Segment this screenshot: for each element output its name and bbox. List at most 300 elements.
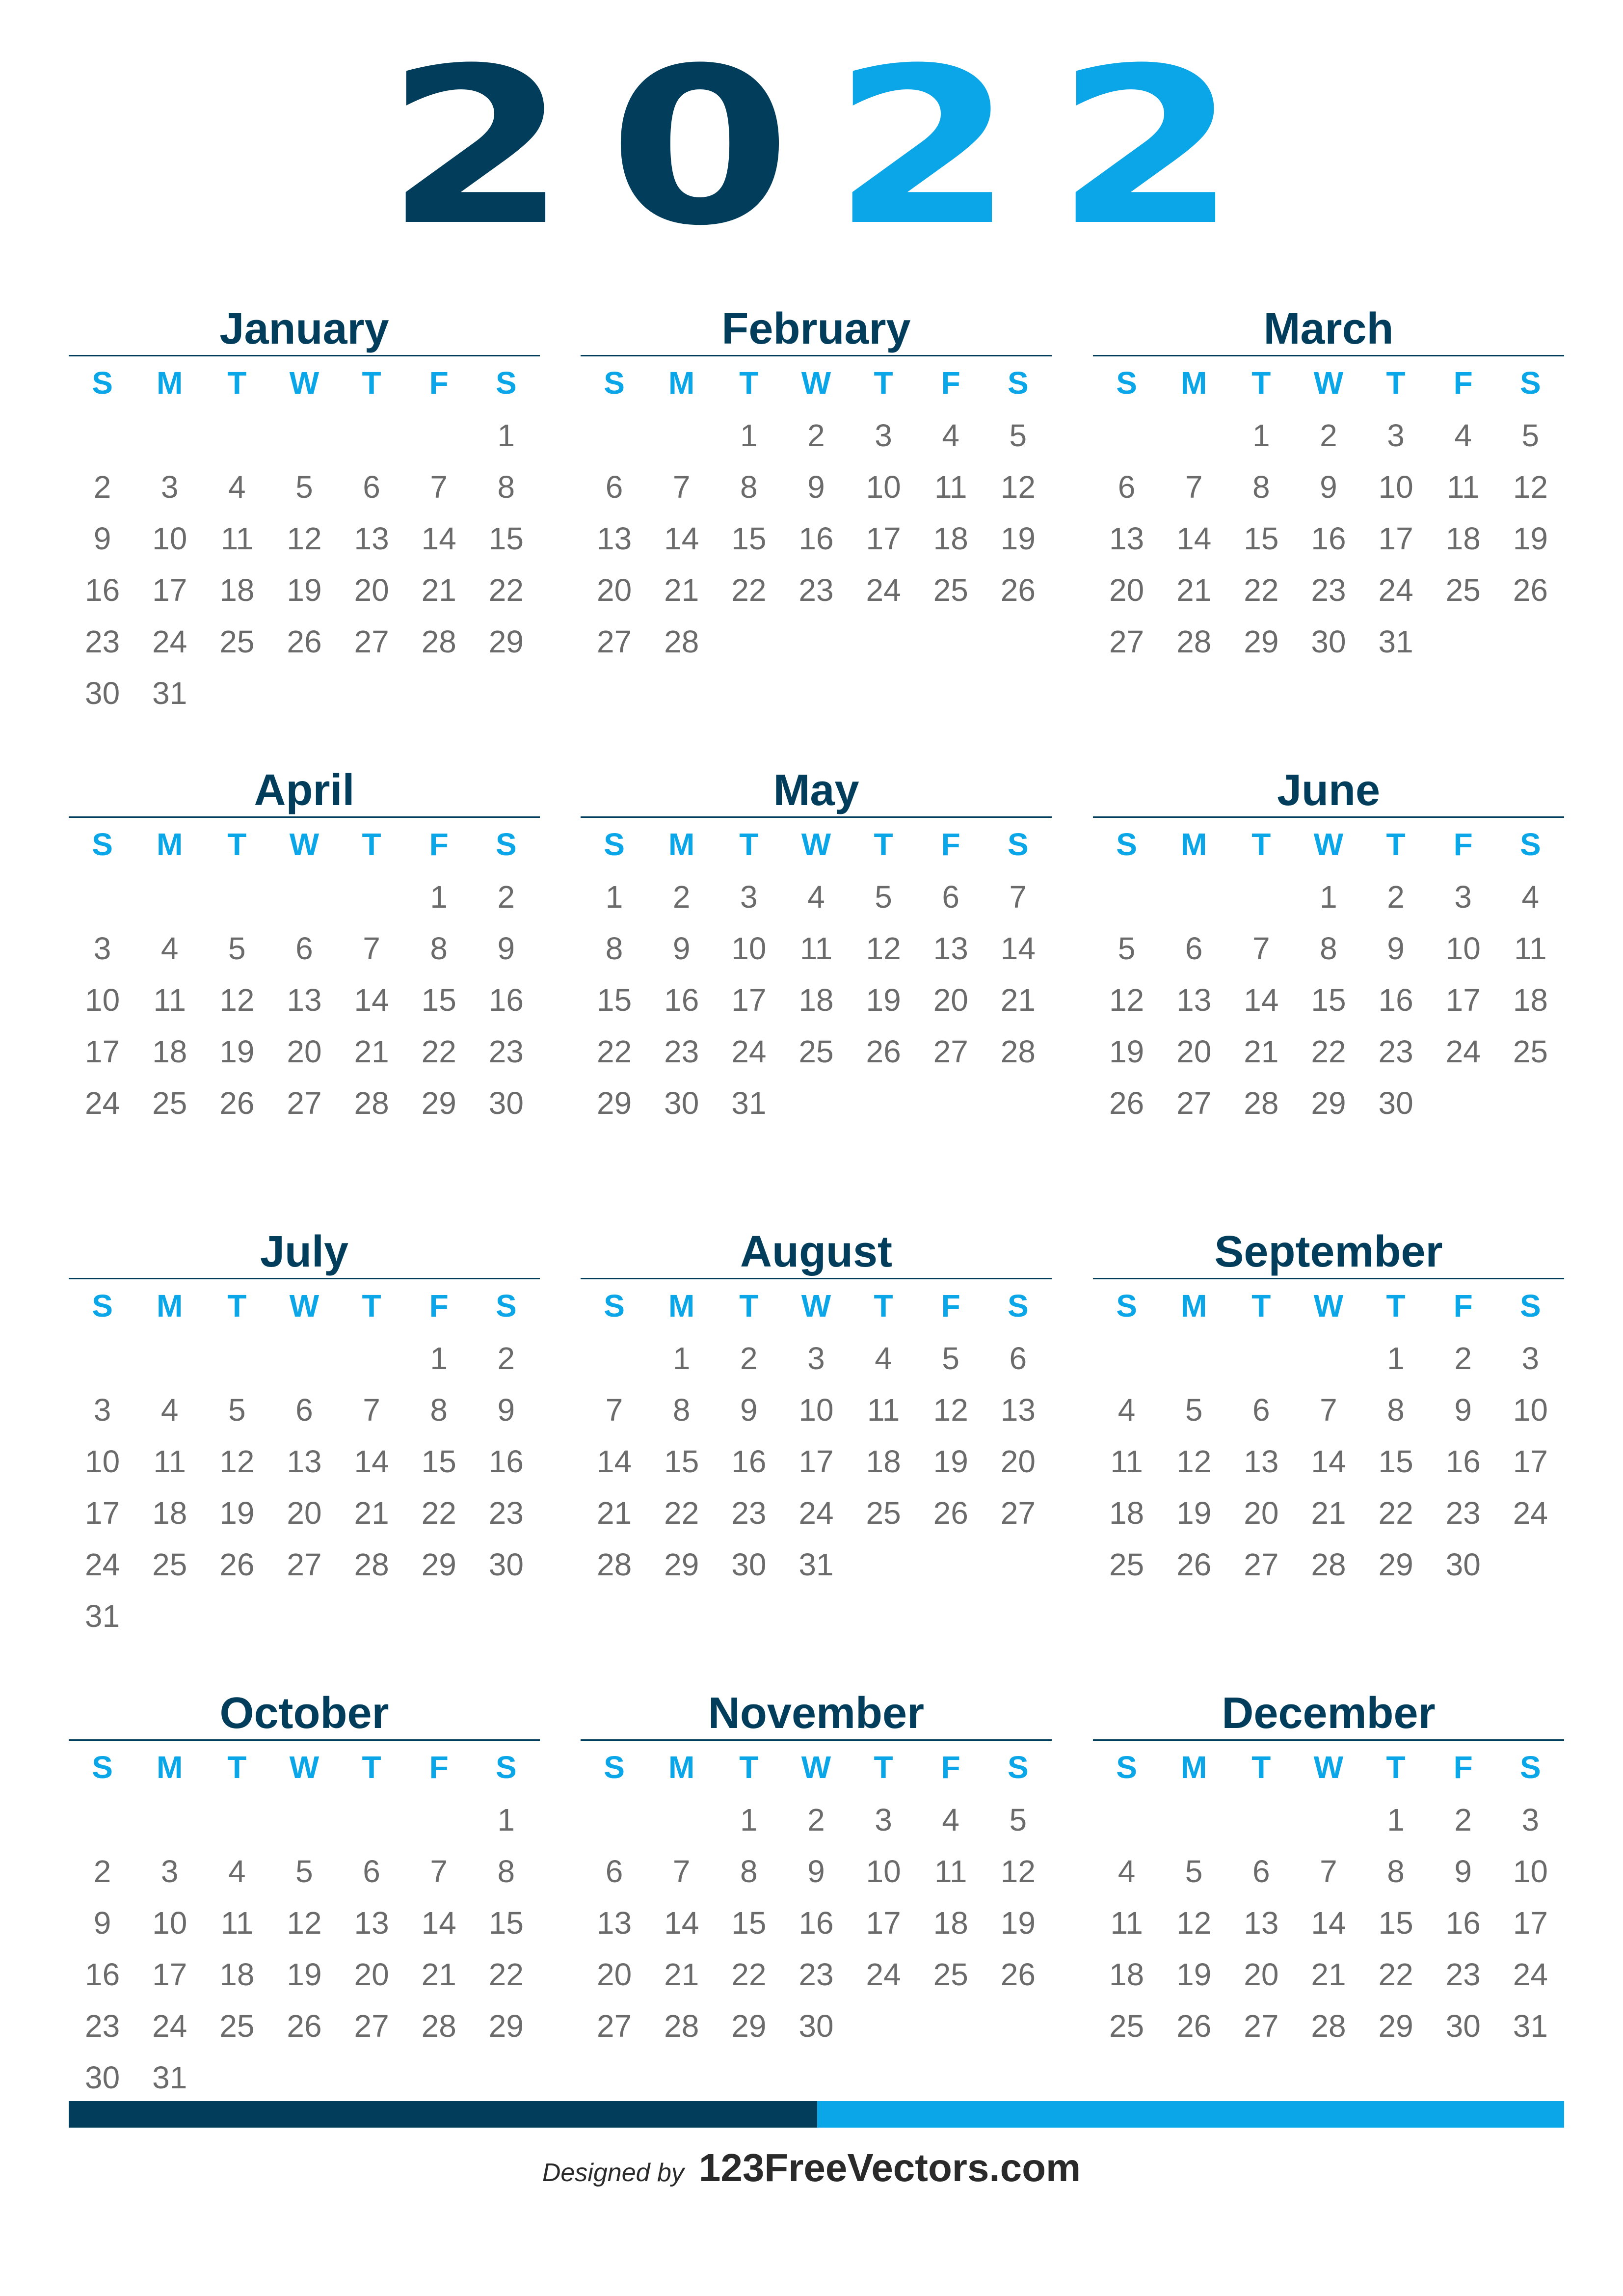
day-cell: 9 (1454, 1392, 1472, 1428)
weekday-header (69, 1281, 540, 1330)
day-cell: 12 (287, 1905, 322, 1941)
day-cell: 14 (1311, 1905, 1346, 1941)
day-cell (1093, 1333, 1160, 1384)
weekday-label: F (429, 365, 449, 401)
weekday-label: T (1386, 1288, 1406, 1324)
day-cell: 28 (421, 624, 456, 659)
day-cell: 19 (1000, 1905, 1036, 1941)
day-cell: 21 (664, 572, 699, 608)
weekday-header (1093, 1743, 1564, 1792)
week-row (581, 2000, 1052, 2052)
week-row (1093, 1897, 1564, 1949)
day-cell (203, 410, 270, 461)
day-cell (581, 410, 648, 461)
month-divider (581, 816, 1052, 818)
day-cell (984, 2000, 1052, 2052)
weekday-label: T (1251, 827, 1271, 862)
day-cell: 27 (596, 2008, 632, 2044)
day-cell: 4 (1117, 1854, 1136, 1889)
day-cell: 3 (160, 469, 179, 505)
day-cell: 29 (1378, 1547, 1413, 1582)
week-row (1093, 1949, 1564, 2000)
day-cell: 18 (152, 1034, 187, 1069)
weekday-label: T (739, 1750, 759, 1785)
day-cell: 16 (798, 521, 834, 556)
day-cell: 31 (798, 1547, 834, 1582)
week-row (69, 1487, 540, 1539)
day-cell: 3 (1454, 879, 1472, 915)
weekday-label: S (92, 1288, 113, 1324)
week-row (1093, 1436, 1564, 1487)
day-cell: 22 (1378, 1495, 1413, 1531)
day-cell: 15 (488, 521, 524, 556)
day-cell: 5 (1009, 1802, 1027, 1837)
day-cell: 28 (664, 624, 699, 659)
day-cell: 15 (731, 1905, 767, 1941)
day-cell: 4 (942, 1802, 959, 1837)
day-cell: 1 (605, 879, 623, 915)
day-cell: 30 (1378, 1085, 1413, 1121)
week-row (581, 1846, 1052, 1897)
weekday-label: T (1251, 1288, 1271, 1324)
day-cell (1093, 410, 1160, 461)
day-cell: 11 (867, 1392, 900, 1428)
month-days (1093, 410, 1564, 668)
day-cell: 21 (1176, 572, 1212, 608)
day-cell: 4 (228, 1854, 246, 1889)
month-name: January (219, 304, 389, 353)
month-january (69, 302, 540, 744)
day-cell: 20 (354, 1957, 389, 1992)
day-cell: 23 (84, 624, 120, 659)
day-cell: 14 (1244, 982, 1279, 1018)
day-cell (473, 668, 540, 719)
day-cell: 19 (933, 1444, 968, 1479)
week-row (1093, 1384, 1564, 1436)
month-days (1093, 1794, 1564, 2052)
day-cell: 5 (228, 931, 246, 966)
week-row (69, 1539, 540, 1591)
week-row (69, 2052, 540, 2104)
day-cell: 28 (1176, 624, 1212, 659)
day-cell: 22 (731, 1957, 767, 1992)
day-cell: 7 (672, 1854, 691, 1889)
day-cell (1430, 616, 1497, 668)
day-cell: 6 (363, 469, 380, 505)
day-cell (1160, 410, 1227, 461)
day-cell: 22 (488, 572, 524, 608)
weekday-label: S (1116, 827, 1137, 862)
day-cell: 2 (93, 469, 111, 505)
day-cell: 11 (1110, 1905, 1143, 1941)
week-row (69, 974, 540, 1026)
weekday-label: F (1453, 1288, 1473, 1324)
day-cell: 24 (1378, 572, 1413, 608)
day-cell (270, 871, 338, 923)
weekday-header (581, 1281, 1052, 1330)
day-cell: 21 (354, 1034, 389, 1069)
day-cell: 10 (798, 1392, 834, 1428)
day-cell: 13 (354, 521, 389, 556)
day-cell: 23 (664, 1034, 699, 1069)
day-cell: 14 (664, 521, 699, 556)
day-cell (270, 668, 338, 719)
day-cell (203, 668, 270, 719)
day-cell: 20 (1109, 572, 1144, 608)
day-cell: 4 (942, 418, 959, 453)
day-cell: 1 (1252, 418, 1270, 453)
day-cell: 6 (605, 469, 623, 505)
weekday-label: S (1519, 827, 1541, 862)
day-cell: 20 (354, 572, 389, 608)
day-cell: 29 (731, 2008, 767, 2044)
day-cell: 10 (1445, 931, 1481, 966)
day-cell (581, 1794, 648, 1846)
week-row (581, 513, 1052, 565)
day-cell: 30 (798, 2008, 834, 2044)
day-cell: 12 (866, 931, 901, 966)
week-row (69, 513, 540, 565)
day-cell: 8 (1252, 469, 1270, 505)
month-days (69, 1794, 540, 2104)
day-cell: 20 (933, 982, 968, 1018)
day-cell (984, 616, 1052, 668)
week-row (1093, 565, 1564, 616)
weekday-label: T (227, 1288, 247, 1324)
day-cell: 18 (1109, 1957, 1144, 1992)
week-row (581, 1026, 1052, 1078)
weekday-label: S (1007, 365, 1029, 401)
day-cell: 9 (93, 521, 111, 556)
day-cell: 14 (1176, 521, 1212, 556)
week-row (69, 923, 540, 974)
weekday-header (69, 820, 540, 869)
day-cell: 24 (84, 1547, 120, 1582)
day-cell (648, 410, 715, 461)
day-cell: 18 (1109, 1495, 1144, 1531)
day-cell: 1 (1387, 1341, 1405, 1376)
day-cell: 9 (807, 1854, 825, 1889)
day-cell: 8 (740, 1854, 758, 1889)
weekday-label: S (92, 365, 113, 401)
weekday-label: T (874, 1750, 893, 1785)
week-row (69, 1436, 540, 1487)
day-cell: 7 (1009, 879, 1027, 915)
month-days (69, 410, 540, 719)
day-cell: 24 (1513, 1495, 1548, 1531)
day-cell (270, 1591, 338, 1642)
weekday-label: T (739, 827, 759, 862)
day-cell: 15 (596, 982, 632, 1018)
day-cell: 21 (596, 1495, 632, 1531)
week-row (69, 1591, 540, 1642)
month-divider (581, 355, 1052, 356)
week-row (1093, 923, 1564, 974)
week-row (581, 461, 1052, 513)
week-row (1093, 1333, 1564, 1384)
weekday-label: M (157, 1750, 183, 1785)
day-cell: 20 (1000, 1444, 1036, 1479)
day-cell: 21 (1244, 1034, 1279, 1069)
month-october (69, 1686, 540, 2128)
weekday-header (581, 358, 1052, 407)
week-row (1093, 871, 1564, 923)
weekday-label: W (1313, 827, 1344, 862)
day-cell: 17 (1513, 1444, 1548, 1479)
day-cell: 26 (287, 2008, 322, 2044)
day-cell: 12 (1000, 1854, 1036, 1889)
day-cell: 13 (596, 521, 632, 556)
month-divider (1093, 816, 1564, 818)
day-cell: 2 (1320, 418, 1337, 453)
day-cell: 25 (933, 1957, 968, 1992)
day-cell: 5 (1185, 1854, 1203, 1889)
day-cell: 9 (497, 1392, 515, 1428)
day-cell: 7 (430, 1854, 448, 1889)
weekday-label: S (604, 1750, 625, 1785)
day-cell (338, 1591, 405, 1642)
day-cell: 30 (731, 1547, 767, 1582)
day-cell (1497, 1539, 1564, 1591)
day-cell: 3 (875, 418, 892, 453)
day-cell: 12 (1000, 469, 1036, 505)
day-cell: 4 (1454, 418, 1472, 453)
day-cell: 23 (1311, 572, 1346, 608)
day-cell: 26 (1000, 572, 1036, 608)
weekday-label: W (801, 365, 831, 401)
day-cell: 4 (807, 879, 825, 915)
day-cell: 4 (875, 1341, 892, 1376)
weekday-label: W (289, 365, 319, 401)
day-cell: 24 (798, 1495, 834, 1531)
day-cell: 19 (1176, 1957, 1212, 1992)
weekday-label: W (289, 1288, 319, 1324)
day-cell: 20 (596, 572, 632, 608)
day-cell: 13 (933, 931, 968, 966)
day-cell: 8 (1387, 1854, 1405, 1889)
day-cell: 30 (84, 675, 120, 711)
week-row (69, 1384, 540, 1436)
weekday-header (69, 1743, 540, 1792)
weekday-label: T (362, 1750, 381, 1785)
weekday-label: S (1007, 1750, 1029, 1785)
day-cell: 3 (160, 1854, 179, 1889)
day-cell: 17 (731, 982, 767, 1018)
day-cell: 9 (93, 1905, 111, 1941)
day-cell: 26 (1176, 2008, 1212, 2044)
month-divider (69, 355, 540, 356)
day-cell (917, 616, 984, 668)
weekday-label: M (157, 1288, 183, 1324)
day-cell: 5 (228, 1392, 246, 1428)
day-cell (984, 1078, 1052, 1129)
day-cell: 11 (1446, 469, 1480, 505)
weekday-label: S (92, 1750, 113, 1785)
week-row (69, 1333, 540, 1384)
day-cell: 10 (84, 982, 120, 1018)
day-cell: 19 (219, 1495, 255, 1531)
day-cell: 14 (596, 1444, 632, 1479)
day-cell: 25 (1513, 1034, 1548, 1069)
day-cell: 15 (421, 982, 456, 1018)
month-days (581, 1794, 1052, 2052)
day-cell: 22 (488, 1957, 524, 1992)
week-row (581, 974, 1052, 1026)
day-cell: 19 (287, 572, 322, 608)
day-cell: 5 (1521, 418, 1540, 453)
day-cell: 31 (731, 1085, 767, 1121)
day-cell (850, 616, 917, 668)
day-cell (473, 1591, 540, 1642)
day-cell: 7 (363, 931, 380, 966)
weekday-label: S (604, 827, 625, 862)
day-cell (405, 410, 473, 461)
day-cell: 4 (1521, 879, 1540, 915)
day-cell: 24 (152, 2008, 187, 2044)
weekday-label: T (1251, 1750, 1271, 1785)
weekday-label: T (1386, 1750, 1406, 1785)
weekday-label: S (1519, 365, 1541, 401)
day-cell: 15 (1244, 521, 1279, 556)
day-cell (1295, 1794, 1362, 1846)
month-divider (69, 1739, 540, 1741)
day-cell: 13 (287, 982, 322, 1018)
day-cell: 23 (798, 1957, 834, 1992)
day-cell (1227, 1333, 1295, 1384)
day-cell: 10 (152, 521, 187, 556)
week-row (1093, 1026, 1564, 1078)
day-cell: 18 (219, 1957, 255, 1992)
day-cell (850, 2000, 917, 2052)
day-cell: 21 (1000, 982, 1036, 1018)
day-cell (270, 410, 338, 461)
month-divider (1093, 1278, 1564, 1279)
week-row (581, 1384, 1052, 1436)
day-cell: 14 (1000, 931, 1036, 966)
day-cell: 12 (219, 1444, 255, 1479)
weekday-label: S (92, 827, 113, 862)
day-cell: 5 (1117, 931, 1136, 966)
week-row (1093, 2000, 1564, 2052)
day-cell: 5 (875, 879, 892, 915)
day-cell: 15 (664, 1444, 699, 1479)
day-cell: 26 (287, 624, 322, 659)
month-name: August (740, 1227, 892, 1276)
day-cell: 26 (219, 1547, 255, 1582)
weekday-label: F (429, 1288, 449, 1324)
day-cell: 8 (1320, 931, 1337, 966)
day-cell: 10 (1378, 469, 1413, 505)
day-cell: 28 (1311, 2008, 1346, 2044)
day-cell: 22 (1378, 1957, 1413, 1992)
day-cell (984, 1539, 1052, 1591)
day-cell: 6 (1252, 1854, 1270, 1889)
week-row (581, 871, 1052, 923)
day-cell: 7 (430, 469, 448, 505)
day-cell: 2 (1387, 879, 1405, 915)
weekday-label: F (941, 827, 960, 862)
day-cell: 16 (1445, 1905, 1481, 1941)
day-cell: 12 (1176, 1444, 1212, 1479)
weekday-header (1093, 358, 1564, 407)
day-cell (917, 1539, 984, 1591)
day-cell: 27 (933, 1034, 968, 1069)
day-cell: 22 (731, 572, 767, 608)
week-row (1093, 513, 1564, 565)
day-cell: 19 (1176, 1495, 1212, 1531)
day-cell (203, 1591, 270, 1642)
day-cell: 29 (488, 624, 524, 659)
day-cell (405, 668, 473, 719)
week-row (581, 410, 1052, 461)
day-cell: 16 (488, 1444, 524, 1479)
year-title (0, 22, 1623, 273)
year-digit: 2 (1055, 22, 1238, 273)
month-december (1093, 1686, 1564, 2128)
week-row (69, 461, 540, 513)
day-cell: 22 (596, 1034, 632, 1069)
day-cell: 2 (1454, 1802, 1472, 1837)
day-cell (338, 410, 405, 461)
month-may (581, 763, 1052, 1205)
footer-bar-dark (69, 2101, 817, 2128)
week-row (1093, 616, 1564, 668)
day-cell: 7 (1185, 469, 1203, 505)
day-cell: 17 (1513, 1905, 1548, 1941)
day-cell: 1 (430, 879, 448, 915)
day-cell: 23 (1445, 1495, 1481, 1531)
day-cell (1497, 1078, 1564, 1129)
day-cell: 19 (1513, 521, 1548, 556)
day-cell: 10 (1513, 1854, 1548, 1889)
footer-bar-accent (817, 2101, 1564, 2128)
weekday-label: T (874, 1288, 893, 1324)
week-row (581, 1539, 1052, 1591)
day-cell: 3 (740, 879, 758, 915)
week-row (69, 1078, 540, 1129)
weekday-label: M (668, 827, 695, 862)
day-cell: 18 (933, 1905, 968, 1941)
day-cell: 16 (84, 572, 120, 608)
weekday-label: F (429, 827, 449, 862)
week-row (69, 565, 540, 616)
day-cell: 12 (1109, 982, 1144, 1018)
day-cell: 24 (1445, 1034, 1481, 1069)
day-cell: 14 (1311, 1444, 1346, 1479)
day-cell: 28 (596, 1547, 632, 1582)
day-cell: 6 (1117, 469, 1136, 505)
day-cell: 22 (664, 1495, 699, 1531)
day-cell: 16 (84, 1957, 120, 1992)
day-cell: 20 (596, 1957, 632, 1992)
month-august (581, 1225, 1052, 1667)
day-cell: 12 (1513, 469, 1548, 505)
day-cell: 11 (934, 1854, 967, 1889)
day-cell: 30 (664, 1085, 699, 1121)
day-cell (1093, 1794, 1160, 1846)
week-row (581, 923, 1052, 974)
day-cell: 11 (1110, 1444, 1143, 1479)
day-cell (203, 1333, 270, 1384)
day-cell (203, 871, 270, 923)
day-cell: 24 (152, 624, 187, 659)
day-cell: 8 (740, 469, 758, 505)
day-cell: 13 (1176, 982, 1212, 1018)
day-cell: 26 (866, 1034, 901, 1069)
day-cell (338, 2052, 405, 2104)
day-cell: 26 (219, 1085, 255, 1121)
day-cell (136, 410, 203, 461)
